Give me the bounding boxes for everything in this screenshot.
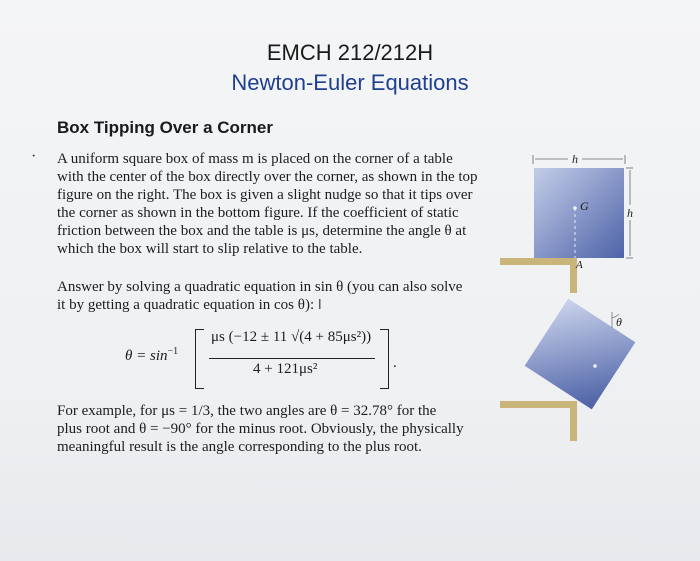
- problem-line: figure on the right. The box is given a slight nudge so that it tips over: [57, 187, 473, 203]
- label-theta: θ: [616, 315, 622, 329]
- tilted-center-dot: [593, 364, 597, 368]
- text-cursor-icon: I: [317, 298, 322, 313]
- problem-line: A uniform square box of mass m is placed on the corner of a table: [57, 151, 453, 167]
- label-A: A: [576, 259, 583, 271]
- label-h-top: h: [572, 152, 578, 166]
- label-G: G: [580, 199, 589, 213]
- equation-numerator: μs (−12 ± 11 √(4 + 85μs²)): [211, 329, 372, 345]
- answer-line: Answer by solving a quadratic equation in sin θ (you can also solve: [57, 279, 463, 295]
- problem-line: the corner as shown in the bottom figure. If the coefficient of static: [57, 205, 459, 221]
- problem-line: friction between the box and the table is μs, determine the angle θ at: [57, 223, 467, 239]
- answer-instruction: [57, 278, 497, 315]
- label-h-side: h: [627, 206, 633, 220]
- upright-box: [534, 168, 624, 258]
- box-figures: [500, 150, 670, 450]
- section-title: Box Tipping Over a Corner: [57, 118, 274, 137]
- example-line: plus root and θ = −90° for the minus root. Obviously, the physically: [57, 421, 464, 437]
- example-paragraph: [57, 402, 497, 456]
- answer-line-text: it by getting a quadratic equation in cos θ):: [57, 297, 315, 313]
- equation-denominator: 4 + 121μs²: [253, 361, 318, 377]
- center-of-mass-dot: [573, 206, 577, 210]
- left-bracket: [195, 329, 204, 389]
- equation-lhs-text: θ = sin: [125, 348, 168, 364]
- right-bracket: [380, 329, 389, 389]
- equation-lhs: [125, 346, 178, 365]
- bullet-marker: ·: [31, 148, 37, 165]
- problem-line: with the center of the box directly over the corner, as shown in the top: [57, 169, 478, 185]
- top-dimension: [533, 152, 625, 166]
- equation-lhs-exponent: −1: [167, 346, 179, 357]
- equation-period: .: [393, 355, 397, 371]
- course-title: EMCH 212/212H: [266, 40, 434, 65]
- side-dimension: [626, 168, 633, 258]
- lecture-subtitle: Newton-Euler Equations: [231, 70, 469, 95]
- answer-line: [57, 296, 497, 315]
- fraction-bar: [209, 358, 375, 359]
- problem-line: which the box will start to slip relative to the table.: [57, 241, 363, 257]
- example-line: meaningful result is the angle corresponding to the plus root.: [57, 439, 422, 455]
- table-edge-lower: [570, 401, 577, 441]
- problem-statement: [57, 150, 497, 258]
- example-line: For example, for μs = 1/3, the two angles are θ = 32.78° for the: [57, 403, 437, 419]
- theta-equation: [125, 325, 415, 391]
- table-top-lower: [500, 401, 577, 408]
- table-top-upper: [500, 258, 577, 265]
